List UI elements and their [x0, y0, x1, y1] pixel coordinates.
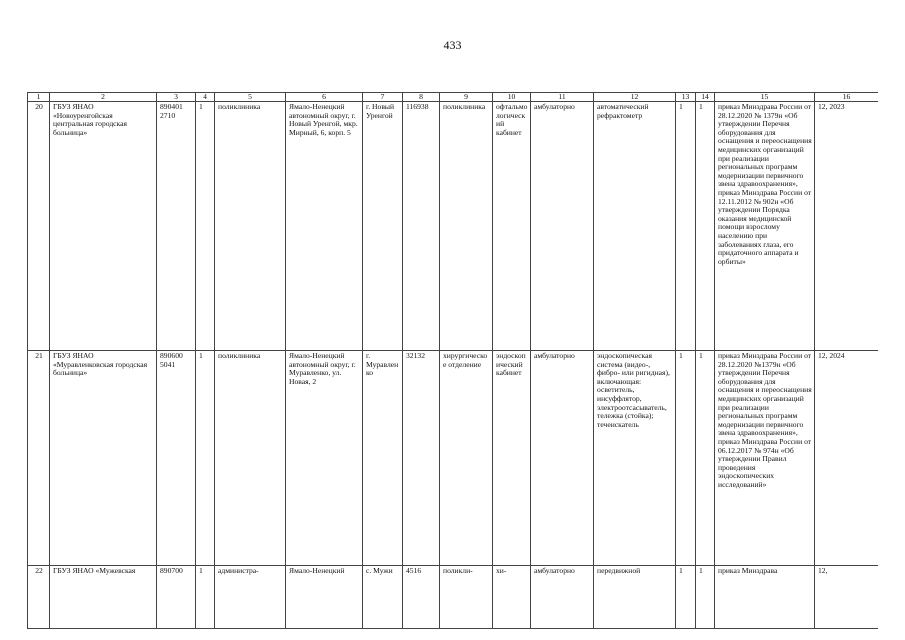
room: эндоскопический кабинет: [493, 351, 531, 566]
room: офтальмологический кабинет: [493, 102, 531, 351]
address: Ямало-Ненецкий: [286, 566, 363, 629]
quantity-planned: 1: [696, 566, 715, 629]
institution-name: ГБУЗ ЯНАО «Новоуренгойская центральная городская больница»: [50, 102, 157, 351]
deadline: 12, 2023: [815, 102, 879, 351]
department: хирургическое отделение: [440, 351, 493, 566]
column-header: 6: [286, 93, 363, 102]
settlement: с. Мужи: [363, 566, 403, 629]
institution-code: 890700: [157, 566, 196, 629]
equipment: передвижной: [594, 566, 676, 629]
building-type: поликлиника: [215, 351, 286, 566]
table-row: [28, 351, 879, 566]
settlement: г. Муравленко: [363, 351, 403, 566]
quantity: 1: [676, 102, 696, 351]
care-mode: амбулаторно: [531, 102, 594, 351]
table-row: [28, 566, 879, 629]
quantity-planned: 1: [696, 351, 715, 566]
settlement: г. Новый Уренгой: [363, 102, 403, 351]
column-header: 1: [28, 93, 50, 102]
table-container: [27, 92, 878, 640]
column-header: 7: [363, 93, 403, 102]
quantity-planned: 1: [696, 102, 715, 351]
unit-count: 1: [196, 351, 215, 566]
column-header: 8: [403, 93, 440, 102]
deadline: 12,: [815, 566, 879, 629]
row-number: 20: [28, 102, 50, 351]
room: хи-: [493, 566, 531, 629]
table-row: [28, 102, 879, 351]
population: 116938: [403, 102, 440, 351]
building-type: поликлиника: [215, 102, 286, 351]
column-header: 9: [440, 93, 493, 102]
legal-basis: приказ Минздрава России от 28.12.2020 №1379н «Об утверждении Перечня оборудования для оснащения и переоснащения медицинских организаций при реализации региональных программ модернизации первичного звена здравоохранения», приказ Минздрава России от 06.12.2017 № 974н «Об утверждении Правил проведения эндоскопических исследований»: [715, 351, 815, 566]
care-mode: амбулаторно: [531, 566, 594, 629]
department: поликли-: [440, 566, 493, 629]
column-header: 14: [696, 93, 715, 102]
page-number: 433: [443, 38, 462, 52]
quantity: 1: [676, 351, 696, 566]
deadline: 12, 2024: [815, 351, 879, 566]
institution-name: ГБУЗ ЯНАО «Мужевская: [50, 566, 157, 629]
equipment-table: [27, 92, 878, 629]
equipment: автоматический рефрактометр: [594, 102, 676, 351]
institution-name: ГБУЗ ЯНАО «Муравленковская городская больница»: [50, 351, 157, 566]
quantity: 1: [676, 566, 696, 629]
column-header: 13: [676, 93, 696, 102]
row-number: 22: [28, 566, 50, 629]
column-header: 16: [815, 93, 879, 102]
column-header: 4: [196, 93, 215, 102]
population: 32132: [403, 351, 440, 566]
column-header: 15: [715, 93, 815, 102]
unit-count: 1: [196, 566, 215, 629]
table-header-row: [28, 93, 879, 102]
population: 4516: [403, 566, 440, 629]
building-type: администра-: [215, 566, 286, 629]
equipment: эндоскопическая система (видео-, фибро- или ригидная), включающая: осветитель, инсуффлятор, электроотсасыватель, тележка (стойка); течеискатель: [594, 351, 676, 566]
institution-code: 890600 5041: [157, 351, 196, 566]
row-number: 21: [28, 351, 50, 566]
department: поликлиника: [440, 102, 493, 351]
legal-basis: приказ Минздрава России от 28.12.2020 № 1379н «Об утверждении Перечня оборудования для оснащения и переоснащения медицинских организаций при реализации региональных программ модернизации первичного звена здравоохранения», приказ Минздрава России от 12.11.2012 № 902н «Об утверждении Порядка оказания медицинской помощи взрослому населению при заболеваниях глаза, его придаточного аппарата и орбиты»: [715, 102, 815, 351]
column-header: 11: [531, 93, 594, 102]
column-header: 2: [50, 93, 157, 102]
care-mode: амбулаторно: [531, 351, 594, 566]
institution-code: 890401 2710: [157, 102, 196, 351]
address: Ямало-Ненецкий автономный округ, г. Новый Уренгой, мкр. Мирный, 6, корп. 5: [286, 102, 363, 351]
column-header: 12: [594, 93, 676, 102]
column-header: 10: [493, 93, 531, 102]
column-header: 3: [157, 93, 196, 102]
legal-basis: приказ Минздрава: [715, 566, 815, 629]
unit-count: 1: [196, 102, 215, 351]
column-header: 5: [215, 93, 286, 102]
address: Ямало-Ненецкий автономный округ, г. Муравленко, ул. Новая, 2: [286, 351, 363, 566]
